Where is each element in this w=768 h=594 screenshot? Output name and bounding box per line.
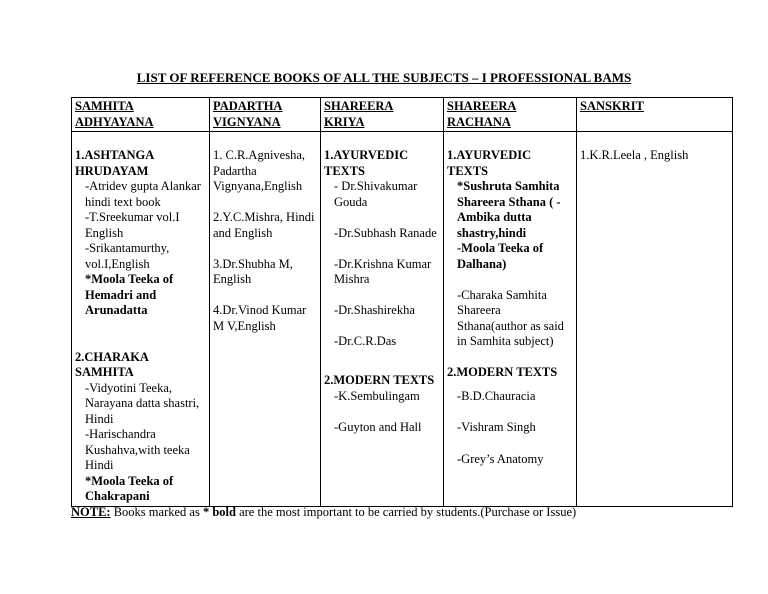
rachana-section1-title: 1.AYURVEDIC TEXTS bbox=[447, 148, 532, 178]
note-text-1: Books marked as bbox=[110, 505, 203, 519]
header-sanskrit bbox=[577, 98, 733, 132]
kriya-book-krishna: -Dr.Krishna Kumar Mishra bbox=[334, 256, 432, 286]
kriya-book-shivakumar: - Dr.Shivakumar Gouda bbox=[334, 179, 418, 209]
footnote bbox=[71, 505, 576, 521]
header-shareera-kriya bbox=[321, 98, 444, 132]
kriya-book-subhash: -Dr.Subhash Ranade bbox=[334, 225, 437, 240]
samhita-book-harischandra: -Harischandra Kushahva,with teeka Hindi bbox=[85, 427, 190, 472]
kriya-book-shashirekha: -Dr.Shashirekha bbox=[334, 303, 415, 317]
header-sanskrit-label: SANSKRIT bbox=[580, 99, 644, 113]
kriya-section1-title: 1.AYURVEDIC TEXTS bbox=[324, 148, 409, 178]
header-samhita-line2: ADHYAYANA bbox=[75, 114, 154, 129]
header-shareera-rachana bbox=[444, 98, 577, 132]
kriya-section2-title: 2.MODERN TEXTS bbox=[324, 373, 435, 387]
cell-samhita-adhyayana bbox=[72, 132, 210, 507]
rachana-moola-teeka-dalhana: -Moola Teeka of Dalhana) bbox=[457, 241, 544, 271]
table-header-row bbox=[72, 98, 733, 132]
cell-shareera-rachana bbox=[444, 132, 577, 507]
rachana-book-chauracia: -B.D.Chauracia bbox=[457, 388, 536, 403]
header-rachana-line2: RACHANA bbox=[447, 114, 511, 129]
rachana-section2-title: 2.MODERN TEXTS bbox=[447, 365, 558, 379]
padartha-book-3: 3.Dr.Shubha M, English bbox=[213, 256, 293, 286]
padartha-book-1: 1. C.R.Agnivesha, Padartha Vignyana,English bbox=[213, 148, 306, 193]
note-label: NOTE: bbox=[71, 505, 111, 519]
header-rachana-line1: SHAREERA bbox=[447, 99, 517, 113]
note-text-2: are the most important to be carried by students.(Purchase or Issue) bbox=[235, 505, 577, 519]
kriya-book-crdas: -Dr.C.R.Das bbox=[334, 334, 397, 348]
header-samhita-adhyayana bbox=[72, 98, 210, 132]
padartha-book-4: 4.Dr.Vinod Kumar M V,English bbox=[213, 303, 307, 333]
reference-books-table bbox=[71, 97, 733, 507]
kriya-book-guyton: -Guyton and Hall bbox=[334, 419, 422, 434]
padartha-book-2: 2.Y.C.Mishra, Hindi and English bbox=[213, 210, 315, 240]
cell-shareera-kriya bbox=[321, 132, 444, 507]
rachana-book-charaka: -Charaka Samhita Shareera Sthana(author as said in Samhita subject) bbox=[457, 287, 564, 348]
rachana-book-vishram: -Vishram Singh bbox=[457, 420, 536, 434]
samhita-book-srikantamurthy: -Srikantamurthy, vol.I,English bbox=[85, 241, 170, 271]
samhita-moola-teeka-hemadri: *Moola Teeka of Hemadri and Arunadatta bbox=[85, 272, 174, 317]
header-samhita-line1: SAMHITA bbox=[75, 99, 134, 113]
samhita-section1-title: 1.ASHTANGA HRUDAYAM bbox=[75, 148, 154, 178]
samhita-book-atridev: -Atridev gupta Alankar hindi text book bbox=[85, 179, 201, 209]
rachana-book-sushruta: *Sushruta Samhita Shareera Sthana ( -Ambika dutta shastry,hindi bbox=[457, 179, 561, 240]
header-padartha-line2: VIGNYANA bbox=[213, 114, 281, 129]
header-kriya-line2: KRIYA bbox=[324, 114, 365, 129]
samhita-book-sreekumar: -T.Sreekumar vol.I English bbox=[85, 210, 180, 240]
cell-padartha-vignyana bbox=[210, 132, 321, 507]
samhita-section2-title: 2.CHARAKA SAMHITA bbox=[75, 349, 149, 379]
header-padartha-line1: PADARTHA bbox=[213, 99, 283, 113]
rachana-book-greys: -Grey’s Anatomy bbox=[457, 451, 544, 466]
note-mark: * bold bbox=[202, 505, 236, 519]
header-padartha-vignyana bbox=[210, 98, 321, 132]
kriya-book-sembulingam: -K.Sembulingam bbox=[334, 388, 420, 403]
samhita-moola-teeka-chakrapani: *Moola Teeka of Chakrapani bbox=[85, 473, 174, 503]
page-title: LIST OF REFERENCE BOOKS OF ALL THE SUBJECTS – I PROFESSIONAL BAMS bbox=[136, 70, 632, 85]
cell-sanskrit bbox=[577, 132, 733, 507]
sanskrit-book-1: 1.K.R.Leela , English bbox=[580, 148, 689, 162]
header-kriya-line1: SHAREERA bbox=[324, 99, 394, 113]
table-body-row bbox=[72, 132, 733, 507]
samhita-book-vidyotini: -Vidyotini Teeka, Narayana datta shastri, Hindi bbox=[85, 380, 200, 426]
